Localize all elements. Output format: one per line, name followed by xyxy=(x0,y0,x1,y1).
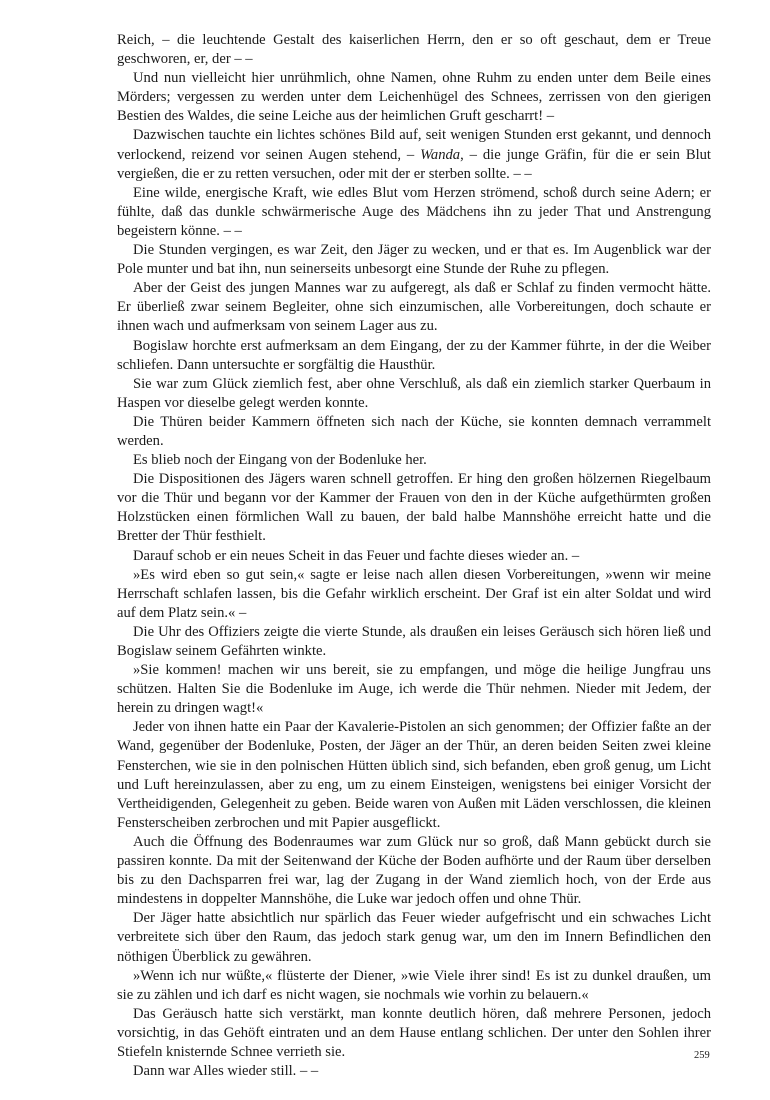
paragraph-3-emphasis: Wanda xyxy=(420,146,461,163)
paragraph-11: Die Dispositionen des Jägers waren schnell getroffen. Er hing den großen hölzernen Riegelbaum vor die Thür und begann vor der Kammer der Frauen von den in der Küche aufgethürmten großen Holzstücken einen förmlichen Wall zu bauen, der bald halbe Mannshöhe erreicht hatte und die Bretter der Thür festhielt. xyxy=(117,471,711,545)
paragraph-8: Sie war zum Glück ziemlich fest, aber ohne Verschluß, als daß ein ziemlich starker Querbaum in Haspen vor dieselbe gelegt werden konnte. xyxy=(117,375,711,411)
paragraph-13: »Es wird eben so gut sein,« sagte er leise nach allen diesen Vorbereitungen, »wenn wir meine Herrschaft schlafen lassen, bis die Gefahr wirklich erscheint. Der Graf ist ein alter Soldat und wird auf dem Platz sein.« – xyxy=(117,566,711,621)
page-body xyxy=(117,31,711,1081)
paragraph-18: Der Jäger hatte absichtlich nur spärlich das Feuer wieder aufgefrischt und ein schwaches Licht verbreitete sich über den Raum, das jedoch stark genug war, um den im Innern Befindlichen den nöthigen Überblick zu gewähren. xyxy=(117,910,711,965)
paragraph-4: Eine wilde, energische Kraft, wie edles Blut vom Herzen strömend, schoß durch seine Adern; er fühlte, daß das dunkle schwärmerische Auge des Mädchens ihn zu jeder That und Anstrengung begeistern könne. – – xyxy=(117,184,711,239)
paragraph-19: »Wenn ich nur wüßte,« flüsterte der Diener, »wie Viele ihrer sind! Es ist zu dunkel draußen, um sie zu zählen und ich darf es nicht wagen, sie nochmals wie vorhin zu belauern.« xyxy=(117,967,711,1003)
paragraph-2: Und nun vielleicht hier unrühmlich, ohne Namen, ohne Ruhm zu enden unter dem Beile eines Mörders; vergessen zu werden unter dem Leichenhügel des Schnees, zerrissen von den gierigen Bestien des Waldes, die seine Leiche aus der heimlichen Gruft gescharrt! – xyxy=(117,70,711,125)
paragraph-9: Die Thüren beider Kammern öffneten sich nach der Küche, sie konnten demnach verrammelt werden. xyxy=(117,413,711,449)
paragraph-6: Aber der Geist des jungen Mannes war zu aufgeregt, als daß er Schlaf zu finden vermocht hätte. Er überließ zwar seinem Begleiter, ohne sich einzumischen, alle Vorbereitungen, doch schaute er ihnen wach und aufmerksam von seinem Lager aus zu. xyxy=(117,280,711,335)
paragraph-15: »Sie kommen! machen wir uns bereit, sie zu empfangen, und möge die heilige Jungfrau uns schützen. Halten Sie die Bodenluke im Auge, ich werde die Thür nehmen. Nieder mit Jedem, der herein zu dringen wagt!« xyxy=(117,662,711,717)
paragraph-3-text-before: Dazwischen tauchte ein lichtes schönes Bild auf, seit wenigen Stunden erst gekannt, und dennoch verlockend, reizend vor seinen Augen stehend, – xyxy=(117,127,711,163)
paragraph-17: Auch die Öffnung des Bodenraumes war zum Glück nur so groß, daß Mann gebückt durch sie passiren konnte. Da mit der Seitenwand der Küche der Boden aufhörte und der Raum über derselben bis zu den Dachsparren frei war, lag der Zugang in der Wand ziemlich hoch, von der Erde aus mindestens in doppelter Mannshöhe, die Luke war jedoch offen und ohne Thür. xyxy=(117,833,711,908)
paragraph-3-text-after: , – die junge Gräfin, für die er sein Blut vergießen, die er zu retten versuchen, oder mit der er sterben sollte. – – xyxy=(117,146,711,182)
page-number: 259 xyxy=(694,1050,710,1061)
paragraph-10: Es blieb noch der Eingang von der Bodenluke her. xyxy=(133,452,427,469)
paragraph-20: Das Geräusch hatte sich verstärkt, man konnte deutlich hören, daß mehrere Personen, jedoch vorsichtig, in das Gehöft eintraten und an dem Hause entlang schlichen. Der unter den Sohlen ihrer Stiefeln knisternde Schnee verrieth sie. xyxy=(117,1005,711,1060)
paragraph-3 xyxy=(117,126,711,183)
paragraph-16: Jeder von ihnen hatte ein Paar der Kavalerie-Pistolen an sich genommen; der Offizier faßte an der Wand, gegenüber der Bodenluke, Posten, der Jäger an der Thür, an deren beiden Seiten zwei kleine Fensterchen, wie sie in den polnischen Hütten üblich sind, sich befanden, eben groß genug, um Licht und Luft hereinzulassen, aber zu eng, um zu einem Einsteigen, wenigstens bei einiger Vorsicht der Vertheidigenden, Gelegenheit zu geben. Beide waren von Außen mit Läden verschlossen, die kleinen Fensterscheiben zerbrochen und mit Papier ausgeflickt. xyxy=(117,719,711,831)
paragraph-1: Reich, – die leuchtende Gestalt des kaiserlichen Herrn, den er so oft geschaut, dem er Treue geschworen, er, der – – xyxy=(117,32,711,68)
paragraph-21: Dann war Alles wieder still. – – xyxy=(133,1063,319,1080)
paragraph-12: Darauf schob er ein neues Scheit in das Feuer und fachte dieses wieder an. – xyxy=(133,547,580,564)
paragraph-5: Die Stunden vergingen, es war Zeit, den Jäger zu wecken, und er that es. Im Augenblick war der Pole munter und bat ihn, nun seinerseits unbesorgt eine Stunde der Ruhe zu pflegen. xyxy=(117,242,711,278)
paragraph-14: Die Uhr des Offiziers zeigte die vierte Stunde, als draußen ein leises Geräusch sich hören ließ und Bogislaw seinem Gefährten winkte. xyxy=(117,623,711,659)
paragraph-7: Bogislaw horchte erst aufmerksam an dem Eingang, der zu der Kammer führte, in der die Weiber schliefen. Dann untersuchte er sorgfältig die Hausthür. xyxy=(117,337,711,373)
